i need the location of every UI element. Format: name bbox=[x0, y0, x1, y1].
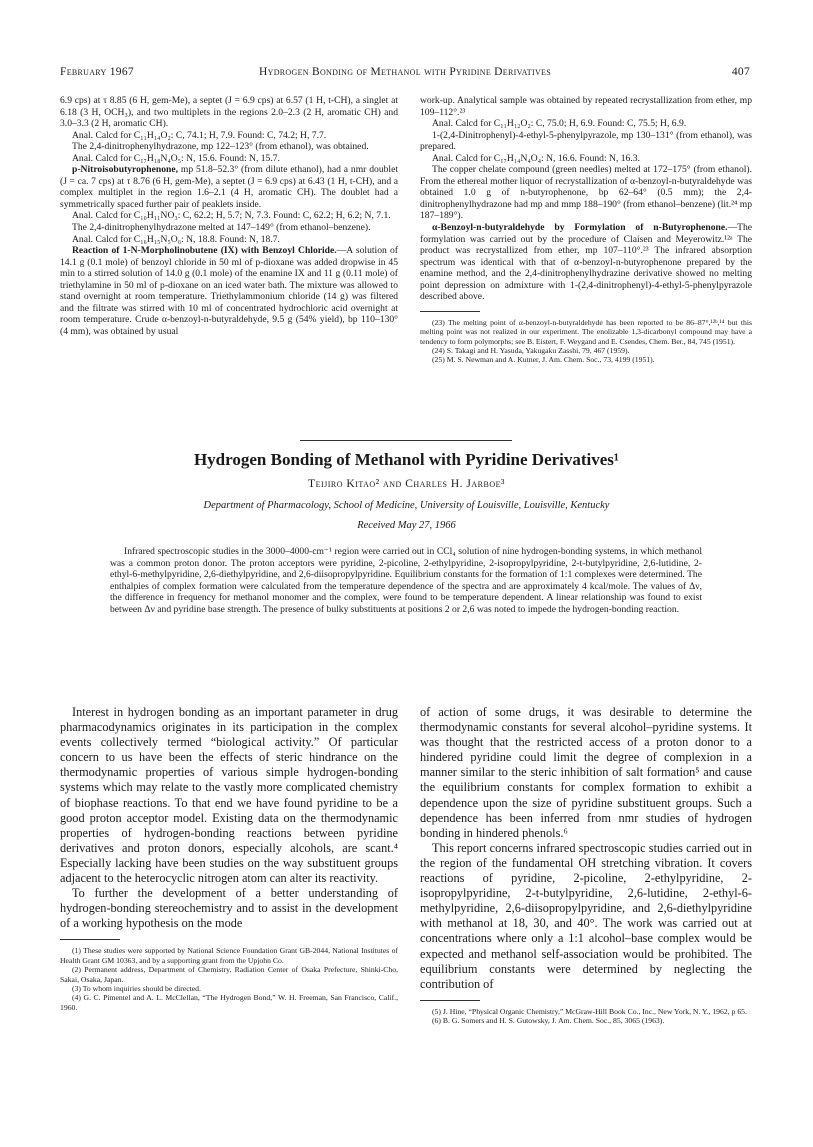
analysis-line: Anal. Calcd for C₁₁H₁₂O₂: C, 75.0; H, 6.9. Found: C, 75.5; H, 6.9. bbox=[432, 118, 687, 130]
header-date: February 1967 bbox=[60, 66, 134, 78]
paragraph-text: mp 51.8–52.3° (from dilute ethanol), had a nmr doublet (J = ca. 7 cps) at τ 8.76 (6 H, gem-Me), a septet (J = 6.9 cps) at 6.43 (1 H, t-CH), and a complex multiplet in the region 1.6–2.1 (4 H, aromatic CH). The doublet had a symmetrically spaced further pair of peaklets inside. bbox=[60, 164, 398, 210]
footnote-rule bbox=[60, 939, 120, 940]
paragraph: Interest in hydrogen bonding as an important parameter in drug pharmacodynamics originates in its participation in the complex events collectively termed “biological activity.” Of particular concern to us have been the effects of steric hindrance on the thermodynamic properties of various simple hydrogen-bonding systems which may relate to the vastly more complicated chemistry of biophase reactions. To that end we have found pyridine to be a good proton acceptor model. Existing data on the thermodynamic properties of hydrogen-bonding reactions between pyridine derivatives and proton donors, especially alcohols, are scant.⁴ Especially lacking have been studies on the way substituent groups adjacent to the heterocyclic nitrogen atom can alter its reactivity. bbox=[60, 705, 398, 886]
footnote: (23) The melting point of α-benzoyl-n-butyraldehyde has been reported to be 86–87°,¹²ᵇ,¹⁴ but this melting point was not realized in our experiment. The enolizable 1,3-dicarbonyl compound may have a tendency to form polymorphs; see B. Eistert, F. Weygand and E. Csendes, Chem. Ber., 84, 745 (1951). bbox=[420, 317, 752, 346]
article-divider bbox=[300, 440, 512, 441]
article-affiliation: Department of Pharmacology, School of Medicine, University of Louisville, Louisville, Kentucky bbox=[203, 500, 610, 511]
paragraph: 1-(2,4-Dinitrophenyl)-4-ethyl-5-phenylpyrazole, mp 130–131° (from ethanol), was prepared. bbox=[420, 129, 752, 153]
paragraph-text: —The formylation was carried out by the procedure of Claisen and Meyerowitz.¹²ᵃ The product was recrystallized from ether, mp 107–110°.²³ The infrared absorption spectrum was identical with that of α-benzoyl-n-butyrophenone prepared by the enamine method, and the 2,4-dinitrophenylhydrazine derivative showed no melting point depression on admixture with 1-(2,4-dinitrophenyl)-4-ethyl-5-phenylpyrazole described above. bbox=[420, 222, 752, 303]
paragraph: The 2,4-dinitrophenylhydrazone melted at 147–149° (from ethanol–benzene). bbox=[72, 222, 371, 234]
page-number: 407 bbox=[731, 66, 750, 78]
analysis-line: Anal. Calcd for C₁₇H₁₄N₄O₄: N, 16.6. Found: N, 16.3. bbox=[432, 152, 640, 164]
experimental-column-left bbox=[60, 95, 398, 337]
paragraph bbox=[60, 164, 398, 210]
paragraph: To further the development of a better understanding of hydrogen-bonding stereochemistry and to assist in the development of a working hypothesis on the mode bbox=[60, 886, 398, 931]
running-head bbox=[60, 66, 750, 82]
paragraph: of action of some drugs, it was desirable to determine the thermodynamic constants for several alcohol–pyridine systems. It was thought that the restricted access of a proton donor to a hindered pyridine could limit the degree of complexion in a manner similar to the steric inhibition of salt formation⁵ and cause the equilibrium constants for complex formation to exhibit a dependence upon the size of pyridine substituent groups. Such a dependence has been inferred from nmr studies of hydrogen bonding in hindered phenols.⁶ bbox=[420, 705, 752, 840]
footnote: (3) To whom inquiries should be directed. bbox=[72, 984, 201, 994]
paragraph bbox=[60, 245, 398, 337]
analysis-line: Anal. Calcd for C₁₁H₁₄O₂: C, 74.1; H, 7.9. Found: C, 74.2; H, 7.7. bbox=[72, 129, 327, 141]
footnote: (24) S. Takagi and H. Yasuda, Yakugaku Zasshi, 79, 467 (1959). bbox=[432, 346, 630, 356]
header-title: Hydrogen Bonding of Methanol with Pyridine Derivatives bbox=[259, 66, 551, 78]
footnote: (2) Permanent address, Department of Chemistry, Radiation Center of Osaka Prefecture, Shinki-Cho, Sakai, Osaka, Japan. bbox=[60, 965, 398, 984]
paragraph-text: —A solution of 14.1 g (0.1 mole) of benzoyl chloride in 50 ml of p-dioxane was added dropwise in 45 min to a stirred solution of 14.0 g (0.1 mole) of the enamine IX and 11 g (0.11 mole) of triethylamine in 50 ml of p-dioxane on an iced water bath. The mixture was allowed to stand overnight at room temperature. Triethylammonium chloride (14 g) was filtered and the filtrate was stirred with 10 ml of concentrated hydrochloric acid overnight at room temperature. Crude α-benzoyl-n-butyraldehyde, 9.5 g (54% yield), bp 110–130° (4 mm), was obtained by usual bbox=[60, 245, 398, 337]
paragraph bbox=[420, 222, 752, 303]
footnote: (5) J. Hine, “Physical Organic Chemistry,” McGraw-Hill Book Co., Inc., New York, N. Y., 1962, p 65. bbox=[432, 1006, 747, 1016]
paragraph: This report concerns infrared spectroscopic studies carried out in the region of the fundamental OH stretching vibration. It covers reactions of pyridine, 2-picoline, 2-ethylpyridine, 2-isopropylpyridine, 2-t-butylpyridine, 2,6-lutidine, 2-ethyl-6-methylpyridine, 2,6-diisopropylpyridine, and 2,6-diethylpyridine with methanol at 18, 30, and 40°. The work was carried out at concentrations where only a 1:1 alcohol–base complex would be expected and methanol self-association would be prohibited. The equilibrium constants were determined by neglecting the contribution of bbox=[420, 840, 752, 991]
footnote: (25) M. S. Newman and A. Kutner, J. Am. Chem. Soc., 73, 4199 (1951). bbox=[432, 355, 655, 365]
footnote: (6) B. G. Somers and H. S. Gutowsky, J. Am. Chem. Soc., 85, 3065 (1963). bbox=[432, 1016, 665, 1026]
footnote-rule bbox=[420, 311, 480, 312]
received-date: Received May 27, 1966 bbox=[357, 520, 456, 531]
paragraph: 6.9 cps) at τ 8.85 (6 H, gem-Me), a septet (J = 6.9 cps) at 6.57 (1 H, t-CH), a singlet at 6.18 (3 H, OCH₃), and two multiplets in the regions 2.0–2.3 (2 H, aromatic CH) and 3.0–3.3 (2 H, aromatic CH). bbox=[60, 95, 398, 130]
paragraph: work-up. Analytical sample was obtained by repeated recrystallization from ether, mp 109–112°.²³ bbox=[420, 95, 752, 118]
footnote-rule bbox=[420, 1000, 480, 1001]
article-title: Hydrogen Bonding of Methanol with Pyridine Derivatives¹ bbox=[193, 450, 620, 469]
footnote: (1) These studies were supported by National Science Foundation Grant GB-2044, National Institutes of Health Grant GM 10363, and by a supporting grant from the Upjohn Co. bbox=[60, 946, 398, 965]
paragraph: The 2,4-dinitrophenylhydrazone, mp 122–123° (from ethanol), was obtained. bbox=[72, 141, 369, 153]
abstract: Infrared spectroscopic studies in the 3000–4000-cm⁻¹ region were carried out in CCl₄ solution of nine hydrogen-bonding systems, in which methanol was a common proton donor. The proton acceptors were pyridine, 2-picoline, 2-ethylpyridine, 2-isopropylpyridine, 2-t-butylpyridine, 2,6-lutidine, 2-ethyl-6-methylpyridine, 2,6-diethylpyridine, and 2,6-diisopropylpyridine. Equilibrium constants for the formation of 1:1 complexes were determined. The enthalpies of complex formation were calculated from the temperature dependence of the spectra and are approximately 4 kcal/mole. The values of Δν, the difference in frequency for methanol monomer and the complex, were found to be temperature dependent. A linear relationship was found to exist between Δν and pyridine base strength. The presence of bulky substituents at positions 2 or 2,6 was noted to impede the hydrogen-bonding reaction. bbox=[110, 546, 702, 615]
experimental-column-right bbox=[420, 95, 752, 365]
section-heading: Reaction of 1-N-Morpholinobutene (IX) with Benzoyl Chloride. bbox=[72, 245, 337, 257]
paragraph: The copper chelate compound (green needles) melted at 172–175° (from ethanol). From the ethereal mother liquor of recrystallization of α-benzoyl-n-butyraldehyde was obtained 1.0 g of n-butyrophenone, bp 62–64° (0.5 mm); the 2,4-dinitrophenylhydrazone had mp and mmp 188–190° (from ethanol–benzene) (lit.²⁴ mp 187–189°). bbox=[420, 164, 752, 222]
footnote: (4) G. C. Pimentel and A. L. McClellan, “The Hydrogen Bond,” W. H. Freeman, San Francisco, Calif., 1960. bbox=[60, 993, 398, 1012]
article-authors: Teijiro Kitao² and Charles H. Jarboe³ bbox=[308, 478, 505, 490]
body-column-right bbox=[420, 705, 752, 1026]
analysis-line: Anal. Calcd for C₁₆H₁₅N₅O₆: N, 18.8. Found: N, 18.7. bbox=[72, 233, 280, 245]
section-heading: α-Benzoyl-n-butyraldehyde by Formylation of n-Butyrophenone. bbox=[432, 222, 728, 234]
analysis-line: Anal. Calcd for C₁₇H₁₈N₄O₅: N, 15.6. Found: N, 15.7. bbox=[72, 152, 280, 164]
body-column-left bbox=[60, 705, 398, 1012]
analysis-line: Anal. Calcd for C₁₀H₁₁NO₃: C, 62.2; H, 5.7; N, 7.3. Found: C, 62.2; H, 6.2; N, 7.1. bbox=[72, 210, 391, 222]
compound-heading: p-Nitroisobutyrophenone, bbox=[72, 164, 178, 176]
